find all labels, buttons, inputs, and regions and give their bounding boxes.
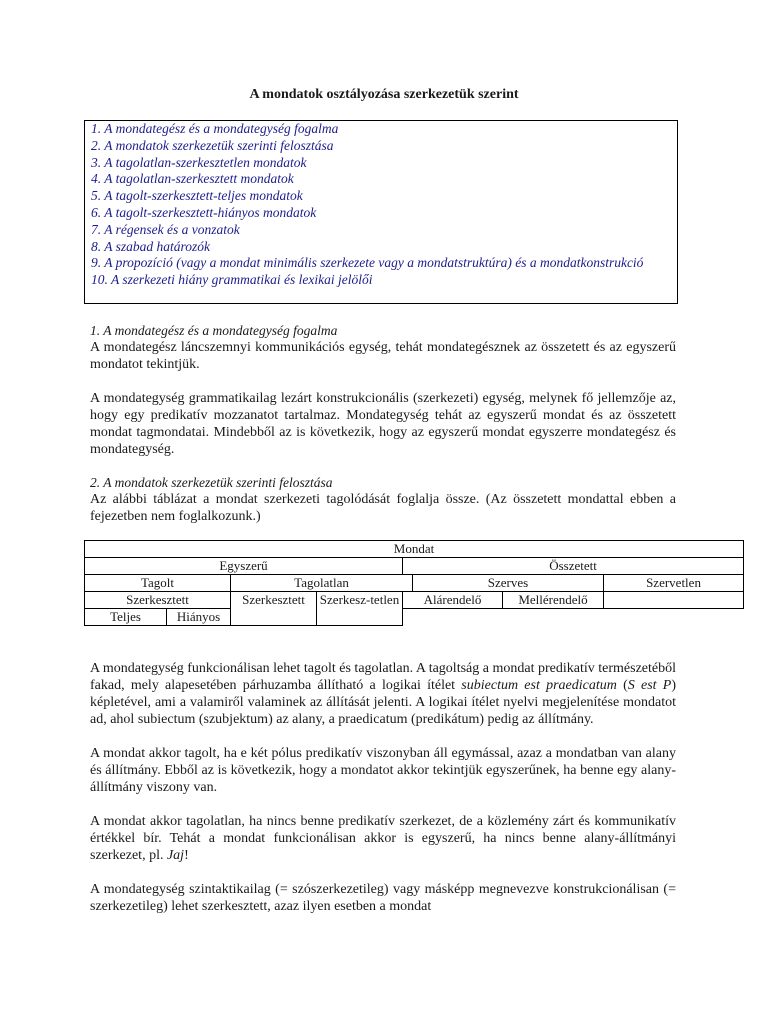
table-cell-tagolatlan: Tagolatlan [231, 575, 413, 592]
toc-item: 10. A szerkezeti hiány grammatikai és lexikai jelölői [91, 272, 373, 288]
toc-item: 5. A tagolt-szerkesztett-teljes mondatok [91, 188, 303, 204]
table-of-contents [84, 120, 678, 304]
toc-item: 4. A tagolatlan-szerkesztett mondatok [91, 171, 294, 187]
table-cell-blank [403, 609, 604, 626]
paragraph: A mondategység grammatikailag lezárt konstrukcionális (szerkezeti) egység, melynek fő jellemzője az, hogy egy predikatív mozzanatot tartalmaz. Mondategység tehát az egyszerű mondat és az összetett mondat tagmondatai. Mindebből az is következik, hogy az egyszerű mondat egyszerre mondategész és mondategység. [90, 391, 676, 457]
italic-text: subiectum est praedicatum [461, 678, 617, 693]
table-cell-szervetlen: Szervetlen [604, 575, 744, 592]
section-heading: 1. A mondategész és a mondategység fogalma [90, 323, 338, 338]
table-cell-tagolt: Tagolt [85, 575, 231, 592]
paragraph: Az alábbi táblázat a mondat szerkezeti tagolódását foglalja össze. (Az összetett mondattal ebben a fejezetben nem foglalkozunk.) [90, 492, 676, 524]
table-cell-blank [604, 609, 744, 626]
paragraph [90, 660, 676, 728]
toc-item: 1. A mondategész és a mondategység fogalma [91, 121, 339, 136]
toc-item: 2. A mondatok szerkezetük szerinti felosztása [91, 137, 334, 153]
text-run: ( [616, 678, 628, 693]
paragraph: A mondategység szintaktikailag (= szószerkezetileg) vagy másképp megnevezve konstrukcionálisan (= szerkezetileg) lehet szerkesztett, azaz ilyen esetben a mondat [90, 882, 676, 914]
table-cell-osszetett: Összetett [403, 558, 744, 575]
table-cell-mellerendelo: Mellérendelő [503, 592, 604, 609]
section-1 [90, 322, 676, 458]
toc-item: 6. A tagolt-szerkesztett-hiányos mondatok [91, 204, 317, 220]
document-title: A mondatok osztályozása szerkezetük szerint [249, 87, 519, 102]
body-text [90, 660, 676, 915]
toc-item: 8. A szabad határozók [91, 238, 211, 254]
toc-item: 9. A propozíció (vagy a mondat minimális szerkezete vagy a mondatstruktúra) és a mondatkonstrukció [91, 255, 644, 271]
toc-item: 7. A régensek és a vonzatok [91, 221, 240, 237]
table-cell-szerkesztett: Szerkesztett [231, 592, 317, 626]
toc-item: 3. A tagolatlan-szerkesztetlen mondatok [91, 154, 307, 170]
text-run: A mondategység funkcionálisan lehet tagolt és tagolatlan. A tagoltság a mondat predikatív természetéből fakad, mely alapesetében párhuzamba állítható a logikai ítélet [90, 661, 676, 693]
table-cell-hianyos: Hiányos [167, 609, 231, 626]
text-run: A mondat akkor tagolatlan, ha nincs benne predikatív szerkezet, de a közlemény zárt és kommunikatív értékkel bír. Tehát a mondat funkcionálisan akkor is egyszerű, ha nincs benne alany-állítmányi szerkezet, pl. [90, 814, 676, 863]
section-2 [90, 474, 676, 525]
table-cell-teljes: Teljes [85, 609, 167, 626]
text-run: ! [184, 848, 189, 863]
table-cell-mondat: Mondat [85, 541, 744, 558]
text-run: ) képletével, ami a valamiről valaminek az állítását jelenti. A logikai ítélet nyelvi megjelenítése mondatot ad, ahol subiectum (szubjektum) az alany, a praedicatum (predikátum) pedig az állítmány. [90, 678, 676, 727]
table-cell-szerkesztett: Szerkesztett [85, 592, 231, 609]
sentence-structure-table [84, 540, 744, 626]
table-cell-szerves: Szerves [413, 575, 604, 592]
italic-text: Jaj [166, 848, 185, 863]
table-cell-alarendelo: Alárendelő [403, 592, 503, 609]
table-cell-empty [604, 592, 744, 609]
section-heading: 2. A mondatok szerkezetük szerinti felosztása [90, 475, 333, 490]
paragraph [90, 813, 676, 864]
table-cell-szerkesztetlen: Szerkesz-tetlen [317, 592, 403, 626]
table-cell-egyszeru: Egyszerű [85, 558, 403, 575]
paragraph: A mondategész láncszemnyi kommunikációs egység, tehát mondategésznek az összetett és az egyszerű mondatot tekintjük. [90, 340, 676, 372]
italic-text: S est P [627, 678, 672, 693]
paragraph: A mondat akkor tagolt, ha e két pólus predikatív viszonyban áll egymással, azaz a mondatban van alany és állítmány. Ebből az is következik, hogy a mondatot akkor tekintjük egyszerűnek, ha benne egy alany-állítmány viszony van. [90, 746, 676, 795]
